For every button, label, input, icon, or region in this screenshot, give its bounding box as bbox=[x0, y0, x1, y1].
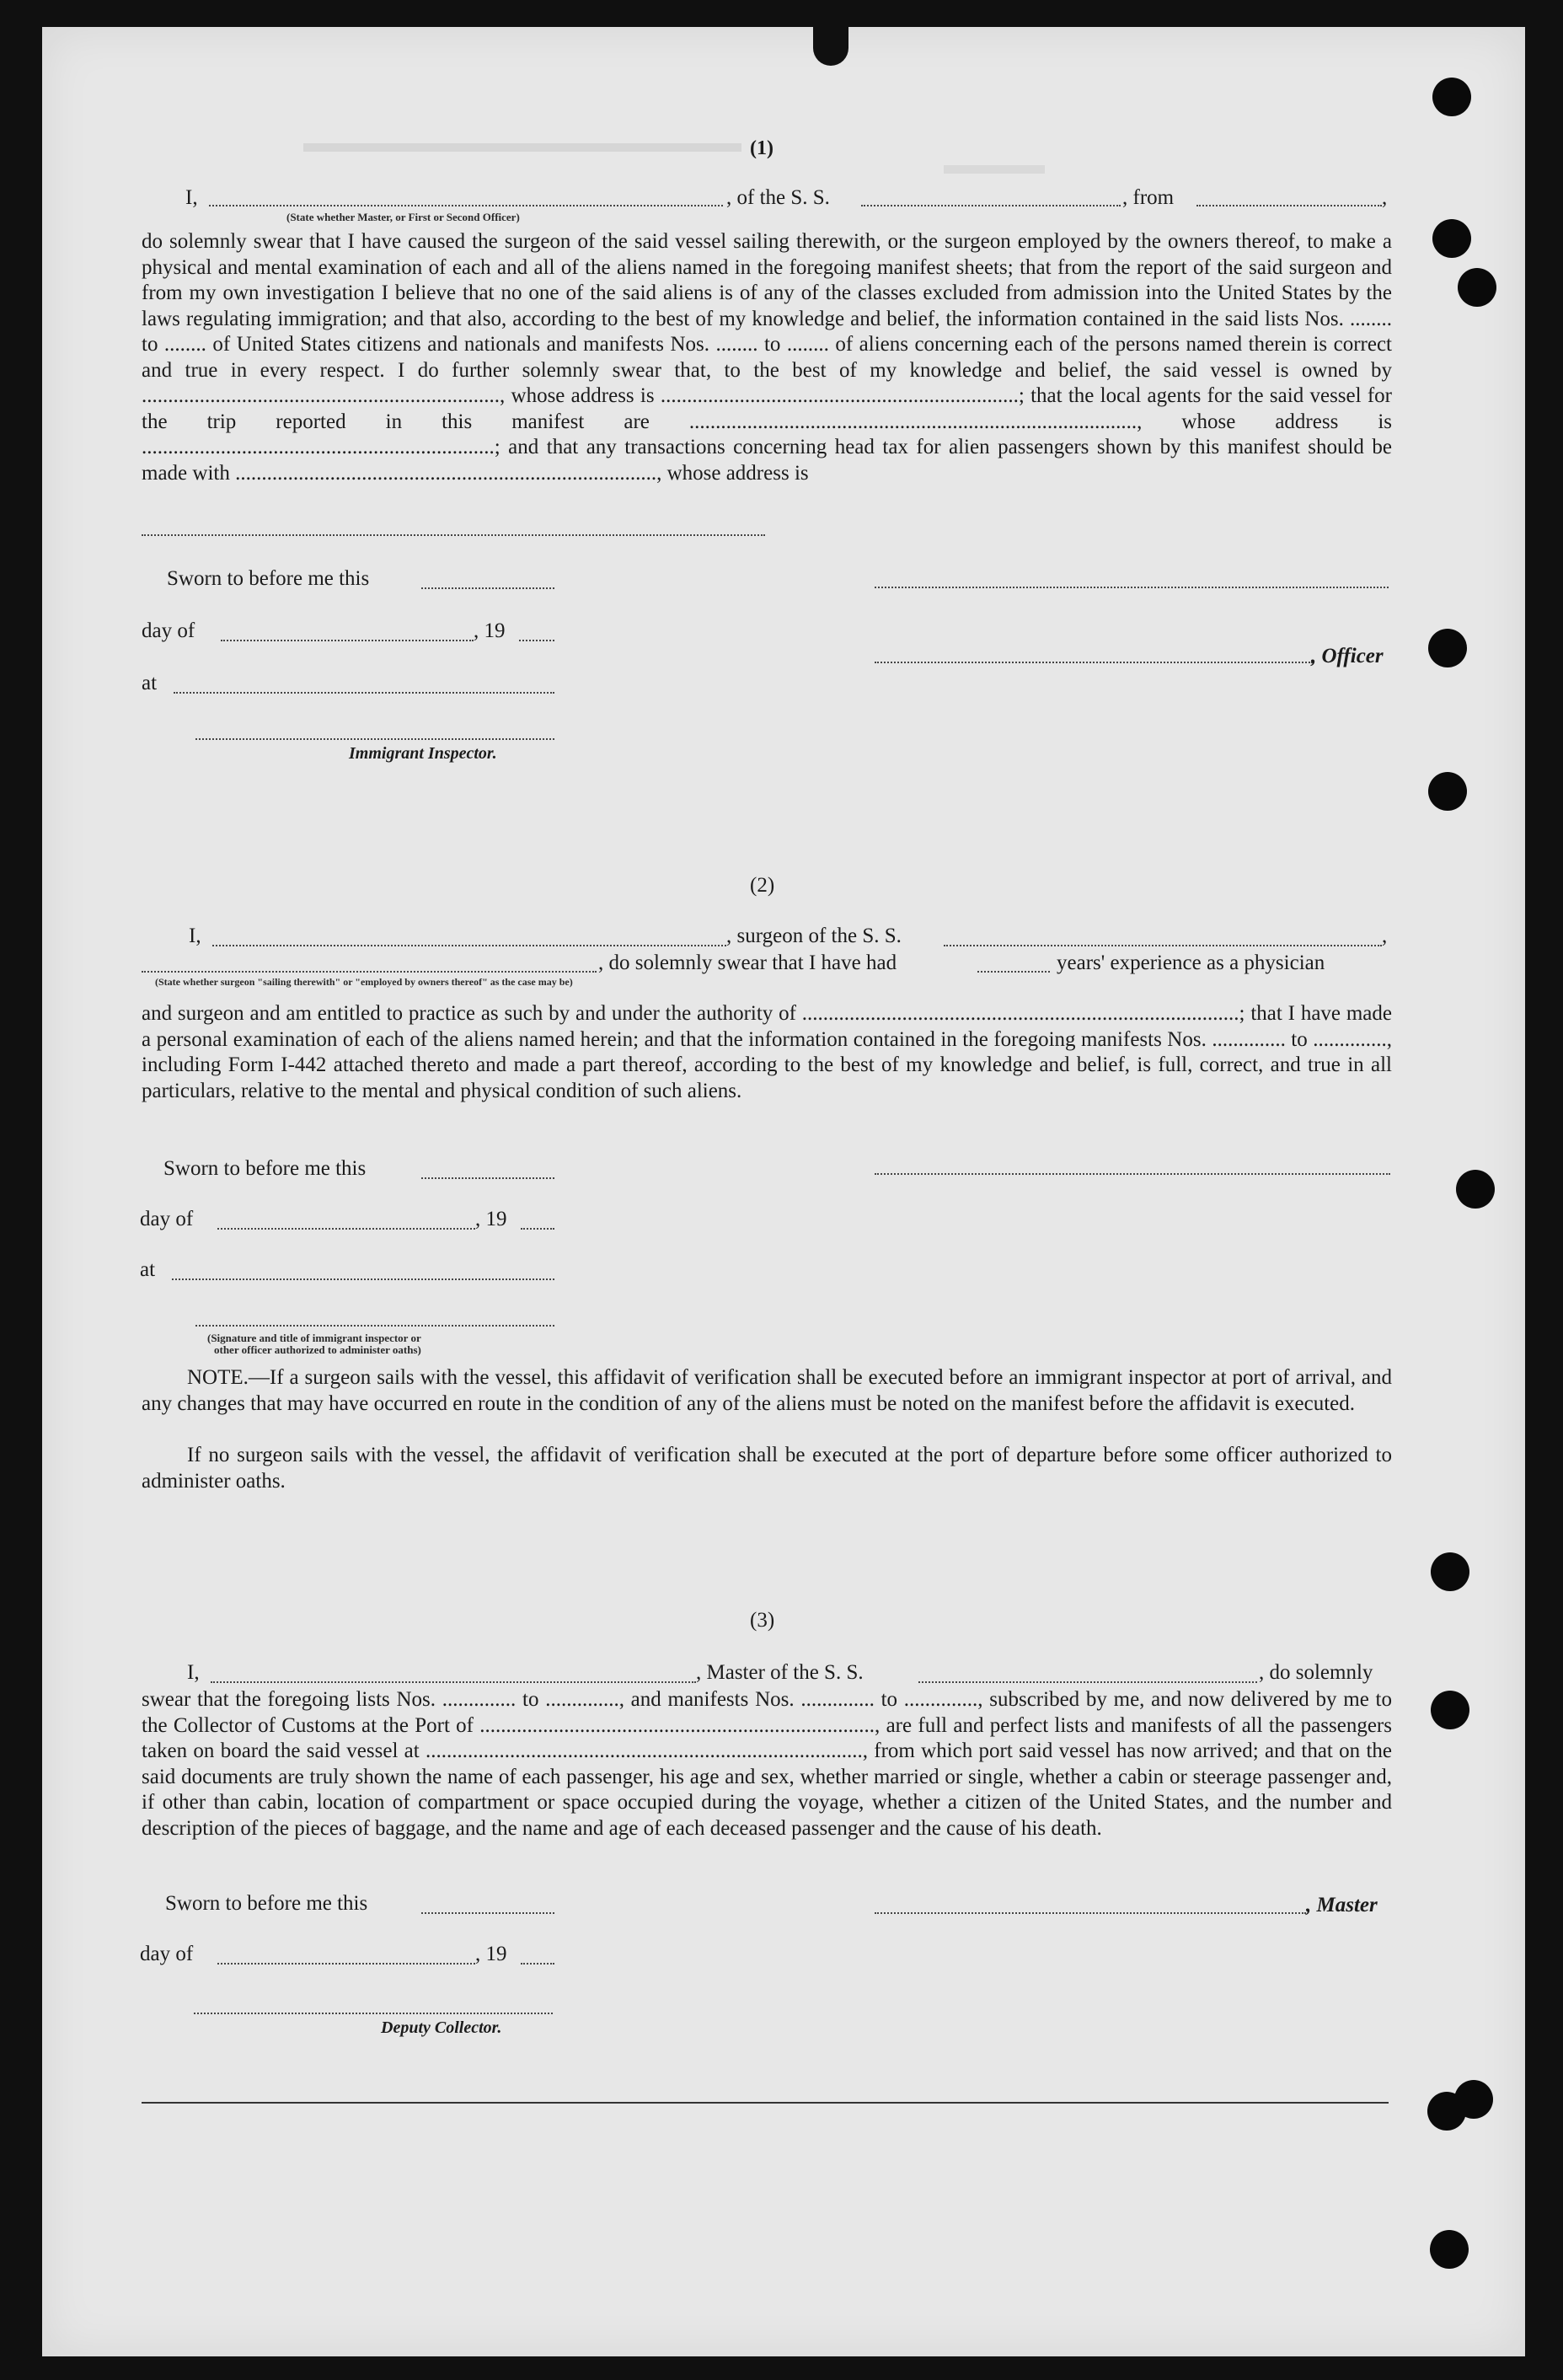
s3-vessel-field[interactable] bbox=[918, 1681, 1257, 1683]
s1-of-ss-label: , of the S. S. bbox=[726, 186, 830, 209]
s2-signature-line[interactable] bbox=[875, 1173, 1390, 1175]
s2-I-label: I, bbox=[189, 925, 201, 947]
s3-I-label: I, bbox=[187, 1661, 200, 1684]
s2-note-2: If no surgeon sails with the vessel, the affidavit of verification shall be executed at the port of departure before some officer authorized to administer oaths. bbox=[142, 1444, 1392, 1493]
s2-note-1: NOTE.—If a surgeon sails with the vessel, this affidavit of verification shall be executed before an immigrant inspector at port of arrival, and any changes that may have occurred en route in the condition of any of the aliens must be noted on the manifest before the affidavit is executed. bbox=[142, 1366, 1392, 1415]
s3-master-label: , Master of the S. S. bbox=[696, 1661, 864, 1684]
section-3-number: (3) bbox=[750, 1609, 775, 1632]
punch-hole bbox=[1432, 78, 1471, 116]
s1-officer-field[interactable] bbox=[875, 662, 1313, 663]
s3-year-field[interactable] bbox=[521, 1963, 554, 1965]
s3-solemnly-label: , do solemnly bbox=[1259, 1661, 1373, 1684]
s1-I-label: I, bbox=[185, 186, 198, 209]
s1-day-field[interactable] bbox=[221, 640, 474, 641]
s1-sworn-field[interactable] bbox=[421, 587, 554, 589]
section-1-number: (1) bbox=[750, 137, 773, 159]
s1-year-field[interactable] bbox=[519, 640, 554, 641]
s1-inspector-label: Immigrant Inspector. bbox=[349, 744, 497, 763]
s3-name-field[interactable] bbox=[211, 1681, 696, 1683]
punch-hole bbox=[1431, 1552, 1469, 1591]
s2-swear-label: , do solemnly swear that I have had bbox=[598, 951, 897, 974]
s1-address-field[interactable] bbox=[142, 534, 765, 536]
page-notch bbox=[813, 27, 848, 66]
s1-signature-line[interactable] bbox=[875, 587, 1389, 588]
s3-sworn-field[interactable] bbox=[421, 1912, 554, 1914]
punch-hole bbox=[1456, 1170, 1495, 1209]
s1-year-label: , 19 bbox=[474, 619, 506, 642]
s2-inspector-line[interactable] bbox=[195, 1325, 554, 1327]
s1-at-label: at bbox=[142, 672, 158, 694]
s2-signature-caption-2: other officer authorized to administer oaths) bbox=[214, 1343, 421, 1356]
s3-oath-paragraph: swear that the foregoing lists Nos. .............. to .............., and manifests Nos. .............. to .............., subscribed by me, and now delivered by me to the Collector of Customs at the Port of ..........................................................................., are full and perfect lists and manifests of all the passengers taken on board the said vessel at ..................................................................................., from which port said vessel has now arrived; and that on the said documents are truly shown the name of each passenger, his age and sex, whether married or single, whether a cabin or steerage passenger and, if other than cabin, location of compartment or space occupied during the voyage, whether a citizen of the United States, and the number and description of the pieces of baggage, and the name and age of each deceased passenger and the cause of his death. bbox=[142, 1688, 1392, 1840]
s2-at-field[interactable] bbox=[172, 1278, 554, 1280]
s3-deputy-label: Deputy Collector. bbox=[381, 2018, 502, 2037]
s2-years-field[interactable] bbox=[977, 971, 1050, 973]
punch-hole bbox=[1428, 772, 1467, 811]
bottom-rule bbox=[142, 2102, 1389, 2104]
s3-sworn-label: Sworn to before me this bbox=[165, 1892, 368, 1915]
bleed-through-mark bbox=[944, 165, 1045, 174]
s2-at-label: at bbox=[140, 1258, 156, 1281]
punch-hole bbox=[1458, 268, 1496, 307]
punch-hole bbox=[1454, 2080, 1493, 2119]
s1-day-of-label: day of bbox=[142, 619, 195, 642]
s2-signature-caption-1: (Signature and title of immigrant inspector or bbox=[207, 1332, 421, 1344]
s2-sworn-label: Sworn to before me this bbox=[163, 1157, 367, 1180]
punch-hole bbox=[1430, 2230, 1469, 2269]
s3-day-of-label: day of bbox=[140, 1943, 194, 1965]
s1-from-field[interactable] bbox=[1196, 205, 1382, 206]
s1-from-label: , from bbox=[1122, 186, 1175, 209]
s2-year-field[interactable] bbox=[521, 1228, 554, 1230]
s2-day-of-label: day of bbox=[140, 1208, 194, 1230]
s3-master-sign-label: , Master bbox=[1306, 1894, 1378, 1916]
punch-hole bbox=[1431, 1691, 1469, 1729]
s1-master-caption: (State whether Master, or First or Second Officer) bbox=[286, 211, 520, 223]
s2-sworn-field[interactable] bbox=[421, 1177, 554, 1179]
s2-surgeon-label: , surgeon of the S. S. bbox=[726, 925, 902, 947]
punch-hole bbox=[1428, 629, 1467, 667]
s1-sworn-label: Sworn to before me this bbox=[167, 567, 370, 590]
s1-vessel-field[interactable] bbox=[861, 205, 1121, 206]
s2-surgeon-type-field[interactable] bbox=[142, 971, 597, 973]
s2-oath-paragraph: and surgeon and am entitled to practice as such by and under the authority of ...................................................................................; that I have made a personal examination of each of the aliens named herein; and that the information contained in the foregoing manifests Nos. .............. to .............., including Form I-442 attached thereto and made a part thereof, according to the best of my knowledge and belief, is full, correct, and true in all particulars, relative to the mental and physical condition of such aliens. bbox=[142, 1002, 1392, 1102]
s1-at-field[interactable] bbox=[174, 692, 554, 694]
s2-name-field[interactable] bbox=[212, 945, 726, 946]
section-2-number: (2) bbox=[750, 874, 775, 897]
s3-deputy-line[interactable] bbox=[194, 2013, 553, 2014]
s2-year-label: , 19 bbox=[475, 1208, 507, 1230]
punch-hole bbox=[1432, 219, 1471, 258]
s1-oath-paragraph: do solemnly swear that I have caused the surgeon of the said vessel sailing therewith, or the surgeon employed by the owners thereof, to make a physical and mental examination of each and all of the aliens named in the foregoing manifest sheets; that from the report of the said surgeon and from my own investigation I believe that no one of the said aliens is of any of the classes excluded from admission into the United States by the laws regulating immigration; and that also, according to the best of my knowledge and belief, the information contained in the said lists Nos. ........ to ........ of United States citizens and nationals and manifests Nos. ........ to ........ of aliens concerning each of the persons named therein is correct and true in every respect. I do further solemnly swear that, to the best of my knowledge and belief, the said vessel is owned by ...................................................................., whose address is ....................................................................; that the local agents for the said vessel for the trip reported in this manifest are ....................................................................................., whose address is ...................................................................; and that any transactions concerning head tax for alien passengers shown by this manifest should be made with ................................................................................, whose address is bbox=[142, 230, 1392, 485]
s2-years-label: years' experience as a physician bbox=[1057, 951, 1325, 974]
s3-year-label: , 19 bbox=[475, 1943, 507, 1965]
s1-name-field[interactable] bbox=[209, 205, 723, 206]
s1-inspector-line[interactable] bbox=[195, 738, 554, 740]
s1-officer-label: , Officer bbox=[1311, 645, 1384, 667]
s3-master-signature-field[interactable] bbox=[875, 1912, 1306, 1914]
s3-day-field[interactable] bbox=[217, 1963, 475, 1965]
s2-day-field[interactable] bbox=[217, 1228, 475, 1230]
s2-vessel-field[interactable] bbox=[944, 945, 1382, 946]
bleed-through-mark bbox=[303, 143, 741, 152]
s2-surgeon-caption: (State whether surgeon "sailing therewith" or "employed by owners thereof" as the case may be) bbox=[155, 976, 573, 988]
